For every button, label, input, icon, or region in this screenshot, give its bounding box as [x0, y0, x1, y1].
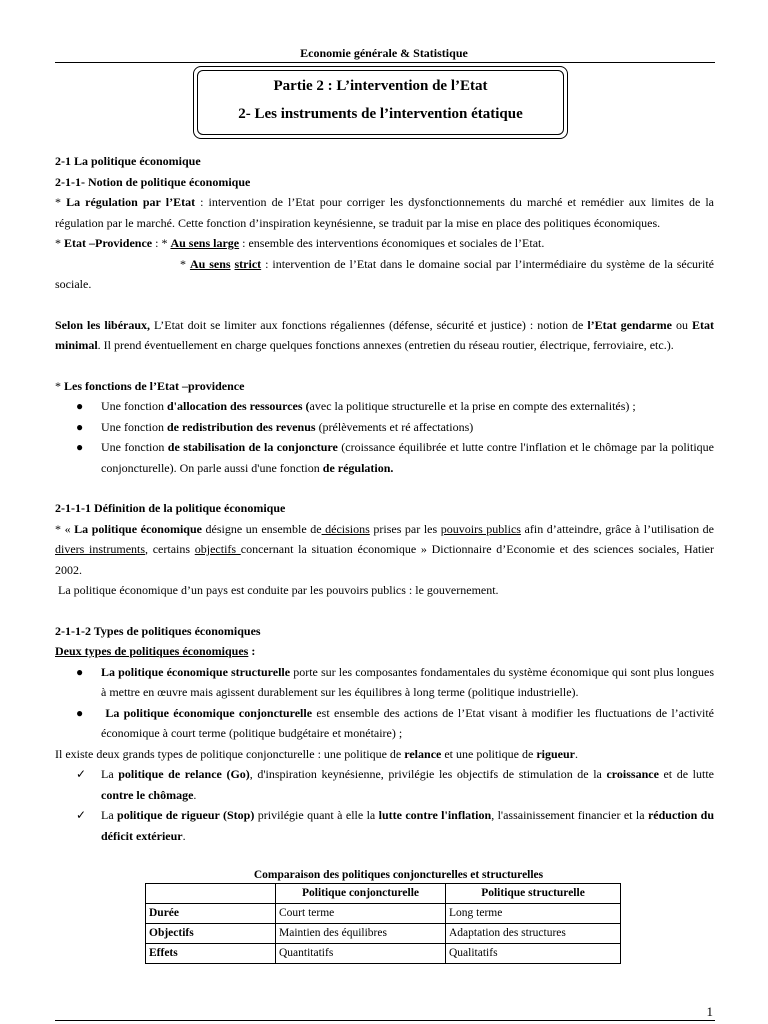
table-cell: Durée — [146, 904, 276, 924]
running-header: Economie générale & Statistique — [300, 46, 468, 60]
rigueur-text-2: privilégie quant à elle la — [254, 808, 379, 822]
def-text-5: concernant la situation économique » Dictionnaire d’Economie et des sciences sociales, Hatier 2002. — [55, 542, 715, 577]
fonctions-heading-text: Les fonctions de l’Etat –providence — [64, 378, 245, 393]
item-pre: Une fonction — [101, 399, 167, 413]
list-item — [55, 764, 714, 805]
type-bold: La politique économique conjoncturelle — [101, 705, 313, 720]
table-row — [146, 944, 621, 964]
sens-large-term: Au sens large — [170, 236, 240, 250]
item-bold: d'allocation des ressources ( — [166, 399, 310, 413]
providence-sep: : * — [152, 236, 171, 250]
bullet-icon: ● — [76, 664, 84, 679]
def-text-1: désigne un ensemble de — [201, 521, 322, 536]
relance-text-1: La — [101, 767, 119, 781]
regulation-prefix: * — [55, 195, 67, 209]
conj-text-2: et une politique de — [441, 746, 537, 761]
rigueur-bold-3: réduction du déficit extérieur — [101, 808, 715, 843]
strict-indent — [55, 257, 180, 271]
rigueur-text-1: La — [101, 808, 118, 822]
sens-strict-term-1: Au sens — [189, 256, 231, 271]
rigueur-text-4: . — [182, 828, 186, 843]
item-post: (prélèvements et ré affectations) — [315, 419, 474, 434]
strict-prefix: * — [180, 256, 190, 271]
title-box — [193, 66, 568, 139]
def-text-2: prises par les — [369, 521, 441, 536]
def-prefix: * « — [55, 521, 75, 536]
spacer — [55, 356, 714, 376]
comparison-section — [55, 868, 714, 964]
chapter-title: 2- Les instruments de l’intervention étatique — [238, 106, 523, 122]
part-title: Partie 2 : L’intervention de l’Etat — [273, 78, 488, 94]
type-text: est ensemble des actions de l’Etat visant à modifier les fluctuations de l’activité économique à court terme (politique budgétaire et monétaire) ; — [101, 705, 714, 740]
sens-strict-text: : intervention de l’Etat dans le domaine social par l’intermédiaire du système de la sécurité sociale. — [55, 256, 715, 291]
list-item — [55, 805, 714, 846]
etat-gendarme: l’Etat gendarme — [587, 317, 672, 332]
type-bold: La politique économique structurelle — [101, 664, 291, 679]
etat-minimal: Etat minimal — [55, 317, 715, 352]
heading-2-1: 2-1 La politique économique — [55, 154, 201, 168]
table-cell: Long terme — [446, 904, 621, 924]
table-cell: Maintien des équilibres — [276, 924, 446, 944]
def-decisions: décisions — [321, 521, 370, 536]
def-text-4: , certains — [145, 542, 195, 556]
spacer — [55, 295, 714, 315]
conj-text-3: . — [575, 746, 579, 761]
item-pre: Une fonction — [101, 419, 167, 434]
page-number: 1 — [706, 1004, 713, 1019]
paragraph-gouvernement: La politique économique d’un pays est conduite par les pouvoirs publics : le gouvernement. — [55, 583, 499, 597]
type-text: porte sur les composantes fondamentales du système économique qui sont plus longues à mettre en œuvre mais agissent durablement sur les équilibres à long terme (politique industrielle). — [101, 664, 714, 699]
heading-2-1-1-2: 2-1-1-2 Types de politiques économiques — [55, 623, 261, 638]
table-header-row — [146, 884, 621, 904]
providence-term: Etat –Providence — [64, 236, 153, 250]
bullet-icon: ● — [76, 399, 84, 413]
list-item — [55, 437, 714, 478]
relance-text-3: et de lutte — [658, 767, 714, 781]
item-bold: de redistribution des revenus — [166, 419, 316, 434]
paragraph-providence-strict — [55, 254, 714, 295]
table-row — [146, 904, 621, 924]
item-post: (croissance équilibrée et lutte contre l'inflation et le chômage par la politique conjoncturelle). On parle aussi d'une fonction — [101, 440, 715, 475]
def-pouvoirs: pouvoirs publics — [440, 521, 521, 536]
liberaux-text-2: ou — [671, 317, 693, 332]
relance-bold-2: croissance — [606, 767, 659, 781]
document-body — [55, 151, 714, 964]
list-item — [55, 417, 714, 438]
def-text-3: afin d’atteindre, grâce à l’utilisation de — [520, 521, 714, 536]
list-item — [55, 662, 714, 703]
item-bold: de stabilisation de la conjoncture — [167, 440, 338, 454]
table-header-cell: Politique conjoncturelle — [276, 884, 446, 904]
conj-relance: relance — [404, 746, 442, 761]
bullet-icon: ● — [76, 705, 84, 720]
regulation-text: : intervention de l’Etat pour corriger les dysfonctionnements du marché et remédier aux limites de la régulation par le marché. Cette fonction d’inspiration keynésienne, se traduit par la mise en place des politiques économiques. — [55, 195, 714, 230]
policy-checklist — [55, 764, 714, 846]
deux-types-colon: : — [248, 644, 256, 658]
heading-2-1-1: 2-1-1- Notion de politique économique — [55, 174, 251, 189]
heading-2-1-1-1: 2-1-1-1 Définition de la politique économique — [55, 501, 286, 515]
liberaux-text-3: . Il prend éventuellement en charge quelques fonctions annexes (entretien du réseau routier, électrique, ferroviaire, etc.). — [97, 338, 674, 352]
paragraph-providence-large — [55, 233, 714, 254]
rigueur-bold-1: politique de rigueur (Stop) — [117, 808, 255, 822]
relance-text-2: , d'inspiration keynésienne, privilégie les objectifs de stimulation de la — [249, 767, 607, 781]
conj-rigueur: rigueur — [536, 746, 576, 761]
deux-types-text: Deux types de politiques économiques — [55, 644, 249, 658]
table-cell: Court terme — [276, 904, 446, 924]
bullet-icon: ● — [76, 419, 84, 434]
deux-types-heading — [55, 641, 714, 662]
header-rule — [55, 62, 715, 63]
regulation-term: La régulation par l’Etat — [66, 195, 196, 209]
table-header-cell — [146, 884, 276, 904]
providence-prefix: * — [55, 236, 64, 250]
fonctions-heading — [55, 376, 714, 397]
sens-large-text: : ensemble des interventions économiques et sociales de l’Etat. — [239, 236, 545, 250]
liberaux-text-1: L’Etat doit se limiter aux fonctions régaliennes (défense, sécurité et justice) : notion de — [150, 317, 588, 332]
relance-bold-1: politique de relance (Go) — [118, 767, 250, 781]
paragraph-conjoncturelle — [55, 744, 714, 765]
bullet-icon: ● — [76, 440, 84, 454]
table-row — [146, 924, 621, 944]
checkmark-icon: ✓ — [76, 808, 87, 822]
item-post: avec la politique structurelle et la prise en compte des externalités) ; — [309, 399, 636, 413]
item-bold-2: de régulation. — [322, 460, 394, 475]
checkmark-icon: ✓ — [76, 767, 87, 781]
rigueur-text-3: , l'assainissement financier et la — [491, 808, 648, 822]
table-cell: Objectifs — [146, 924, 276, 944]
relance-bold-3: contre le chômage — [101, 787, 194, 802]
def-term: La politique économique — [74, 521, 202, 536]
list-item — [55, 396, 714, 417]
table-cell: Quantitatifs — [276, 944, 446, 964]
comparison-table — [145, 883, 621, 964]
def-objectifs: objectifs — [194, 542, 241, 556]
relance-text-4: . — [193, 787, 197, 802]
paragraph-regulation — [55, 192, 714, 233]
sens-strict-term-2: strict — [234, 256, 262, 271]
table-cell: Effets — [146, 944, 276, 964]
fonctions-prefix: * — [55, 378, 64, 393]
rigueur-bold-2: lutte contre l'inflation — [378, 808, 492, 822]
table-header-cell: Politique structurelle — [446, 884, 621, 904]
spacer — [55, 601, 714, 621]
spacer — [55, 478, 714, 498]
item-pre: Une fonction — [101, 440, 168, 454]
def-instruments: divers instruments — [55, 542, 146, 556]
conj-text-1: Il existe deux grands types de politique conjoncturelle : une politique de — [55, 746, 405, 761]
table-title: Comparaison des politiques conjoncturelles et structurelles — [253, 869, 544, 881]
paragraph-definition — [55, 519, 714, 581]
table-cell: Qualitatifs — [446, 944, 621, 964]
footer-rule — [55, 1020, 715, 1021]
paragraph-liberaux — [55, 315, 714, 356]
types-list — [55, 662, 714, 744]
liberaux-lead: Selon les libéraux, — [55, 317, 151, 332]
fonctions-list — [55, 396, 714, 478]
table-cell: Adaptation des structures — [446, 924, 621, 944]
list-item — [55, 703, 714, 744]
